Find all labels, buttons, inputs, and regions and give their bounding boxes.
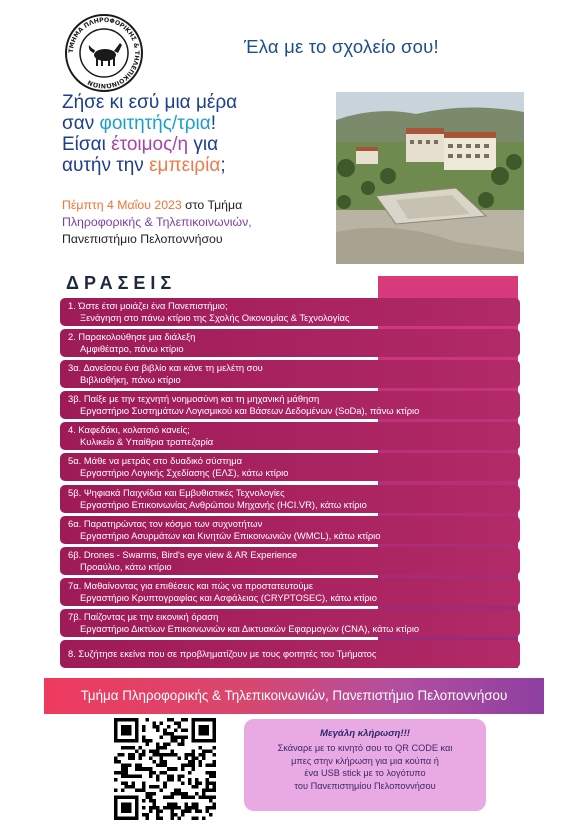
action-item: 1. Ώστε έτσι μοιάζει ένα Πανεπιστήμιο; Ξενάγηση στο πάνω κτίριο της Σχολής Οικονομίας & Τεχνολογίας — [60, 298, 520, 326]
event-date: Πέμπτη 4 Μαΐου 2023 — [62, 198, 182, 212]
action-item: 5β. Ψηφιακά Παιχνίδια και Εμβυθιστικές Τεχνολογίες Εργαστήριο Επικοινωνίας Ανθρώπου Μηχανής (HCI.VR), κάτω κτίριο — [60, 485, 520, 513]
actions-title: ΔΡΑΣΕΙΣ — [66, 273, 177, 293]
footer-banner: Τμήμα Πληροφορικής & Τηλεπικοινωνιών, Πανεπιστήμιο Πελοποννήσου — [44, 678, 544, 714]
actions-list — [60, 298, 520, 671]
logo-ring-text: ΤΜΗΜΑ ΠΛΗΡΟΦΟΡΙΚΗΣ & ΤΗΛΕΠΙΚΟΙΝΩΝΙΩΝ — [67, 16, 141, 90]
action-item: 7α. Μαθαίνοντας για επιθέσεις και πώς να προστατευτούμε Εργαστήριο Κρυπτογραφίας και Ασφάλειας (CRYPTOSEC), κάτω κτίριο — [60, 578, 520, 606]
department-logo-icon — [64, 13, 144, 93]
action-item: 5α. Μάθε να μετράς στο δυαδικό σύστημα Εργαστήριο Λογικής Σχεδίασης (ΕΛΣ), κάτω κτίριο — [60, 453, 520, 481]
action-item: 8. Συζήτησε εκείνα που σε προβληματίζουν με τους φοιτητές του Τμήματος — [60, 640, 520, 668]
action-item: 3β. Παίξε με την τεχνητή νοημοσύνη και τη μηχανική μάθηση Εργαστήριο Συστημάτων Λογισμικού και Βάσεων Δεδομένων (SoDa), πάνω κτίριο — [60, 391, 520, 419]
qr-code-icon[interactable] — [114, 718, 216, 820]
headline — [62, 92, 332, 176]
lottery-title: Μεγάλη κλήρωση!!! — [320, 728, 410, 739]
event-date-line: Πέμπτη 4 Μαΐου 2023 στο Τμήμα — [62, 198, 243, 212]
headline-line-4: αυτήν την εμπειρία; — [62, 155, 226, 176]
event-info — [62, 197, 342, 248]
headline-line-1: Ζήσε κι εσύ μια μέρα — [62, 92, 238, 113]
event-department: Πληροφορικής & Τηλεπικοινωνιών, — [62, 215, 252, 229]
lottery-line-4: του Πανεπιστημίου Πελοποννήσου — [294, 780, 436, 791]
campus-photo — [336, 92, 524, 264]
action-item: 6β. Drones - Swarms, Bird's eye view & AR Experience Προαύλιο, κάτω κτίριο — [60, 547, 520, 575]
headline-line-2: σαν φοιτητής/τρια! — [62, 113, 216, 134]
action-item: 4. Καφεδάκι, κολατσιό κανείς; Κυλικείο & Υπαίθρια τραπεζαρία — [60, 422, 520, 450]
lottery-box — [244, 719, 486, 811]
lottery-line-2: μπες στην κλήρωση για μια κούπα ή — [291, 755, 439, 766]
action-item: 2. Παρακολούθησε μια διάλεξη Αμφιθέατρο, πάνω κτίριο — [60, 329, 520, 357]
headline-line-3: Είσαι έτοιμος/η για — [62, 134, 219, 155]
event-university: Πανεπιστήμιο Πελοποννήσου — [62, 232, 223, 246]
action-item: 6α. Παρατηρώντας τον κόσμο των συχνοτήτων Εργαστήριο Ασυρμάτων και Κινητών Επικοινωνιών (WMCL), κάτω κτίριο — [60, 516, 520, 544]
action-item: 7β. Παίζοντας με την εικονική όραση Εργαστήριο Δικτύων Επικοινωνιών και Δικτυακών Εφαρμογών (CNA), κάτω κτίριο — [60, 609, 520, 637]
lottery-line-3: ένα USB stick με το λογότυπο — [304, 768, 426, 779]
slogan: Έλα με το σχολείο σου! — [244, 36, 439, 57]
lottery-line-1: Σκάναρε με το κινητό σου το QR CODE και — [277, 743, 453, 754]
action-item: 3α. Δανείσου ένα βιβλίο και κάνε τη μελέτη σου Βιβλιοθήκη, πάνω κτίριο — [60, 360, 520, 388]
